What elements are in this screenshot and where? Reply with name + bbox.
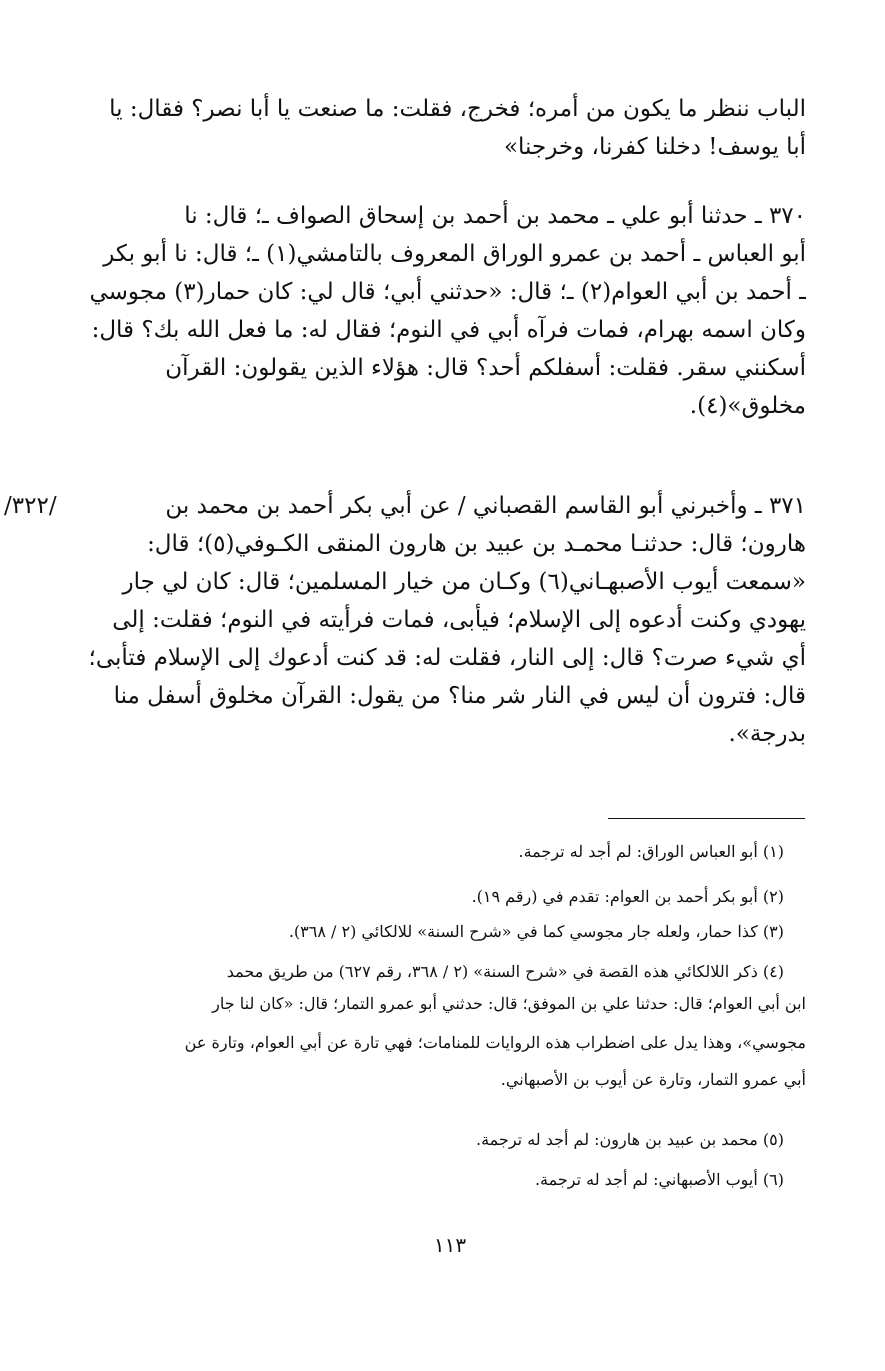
text-line: بدرجة». [728, 721, 806, 747]
footnote-separator [608, 818, 805, 819]
footnote-6 [74, 1167, 806, 1192]
text-line: ٣٧٠ ـ حدثنا أبو علي ـ محمد بن أحمد بن إسحاق الصواف ـ؛ قال: نا [184, 203, 806, 229]
text-line: وكان اسمه بهرام، فمات فرآه أبي في النوم؛ فقال له: ما فعل الله بك؟ قال: [91, 317, 806, 343]
footnote-4 [74, 959, 806, 1098]
text-line: ٣٧١ ـ وأخبرني أبو القاسم القصباني / عن أبي بكر أحمد بن محمد بن [165, 493, 806, 519]
footnote-1 [74, 839, 806, 864]
footnote-text: مجوسي»، وهذا يدل على اضطراب هذه الروايات للمنامات؛ فهي تارة عن أبي العوام، وتارة عن [184, 1033, 806, 1052]
margin-page-reference: /٣٢٢/ [4, 493, 57, 519]
footnote-text: (٤) ذكر اللالكائي هذه القصة في «شرح السنة» (٢ / ٣٦٨، رقم ٦٢٧) من طريق محمد [226, 962, 784, 981]
text-line: أبا يوسف! دخلنا كفرنا، وخرجنا» [503, 134, 806, 160]
footnote-text: (٦) أيوب الأصبهاني: لم أجد له ترجمة. [534, 1170, 784, 1189]
text-line: الباب ننظر ما يكون من أمره؛ فخرج، فقلت: ما صنعت يا أبا نصر؟ فقال: يا [109, 96, 806, 122]
paragraph-370 [74, 197, 806, 425]
footnote-5 [74, 1127, 806, 1152]
paragraph-continuation [74, 90, 806, 166]
text-line: أي شيء صرت؟ قال: إلى النار، فقلت له: قد كنت أدعوك إلى الإسلام فتأبى؛ [88, 645, 806, 671]
page-number: ١١٣ [433, 1233, 467, 1257]
text-line: هارون؛ قال: حدثنـا محمـد بن عبيد بن هارون المنقى الكـوفي(٥)؛ قال: [147, 531, 806, 557]
text-line: «سمعت أيوب الأصبهـاني(٦) وكـان من خيار المسلمين؛ قال: كان لي جار [122, 569, 806, 595]
footnote-text: (٣) كذا حمار، ولعله جار مجوسي كما في «شرح السنة» للالكائي (٢ / ٣٦٨). [288, 922, 784, 941]
text-line: ـ أحمد بن أبي العوام(٢) ـ؛ قال: «حدثني أبي؛ قال لي: كان حمار(٣) مجوسي [89, 279, 806, 305]
paragraph-371 [74, 487, 806, 753]
footnote-text: (٥) محمد بن عبيد بن هارون: لم أجد له ترجمة. [476, 1130, 784, 1149]
text-line: يهودي وكنت أدعوه إلى الإسلام؛ فيأبى، فمات فرأيته في النوم؛ فقلت: إلى [112, 607, 806, 633]
footnote-text: (٢) أبو بكر أحمد بن العوام: تقدم في (رقم ١٩). [471, 887, 784, 906]
footnote-3 [74, 919, 806, 944]
text-line: مخلوق»(٤). [689, 393, 806, 419]
footnote-text: ابن أبي العوام؛ قال: حدثنا علي بن الموفق؛ قال: حدثني أبو عمرو التمار؛ قال: «كان لنا جار [212, 994, 806, 1013]
footnote-text: (١) أبو العباس الوراق: لم أجد له ترجمة. [518, 842, 784, 861]
footnote-2 [74, 884, 806, 909]
footnote-text: أبي عمرو التمار، وتارة عن أيوب بن الأصبهاني. [500, 1070, 806, 1089]
text-line: أبو العباس ـ أحمد بن عمرو الوراق المعروف بالتامشي(١) ـ؛ قال: نا أبو بكر [103, 241, 806, 267]
text-line: قال: فترون أن ليس في النار شر منا؟ من يقول: القرآن مخلوق أسفل منا [113, 683, 806, 709]
text-line: أسكنني سقر. فقلت: أسفلكم أحد؟ قال: هؤلاء الذين يقولون: القرآن [165, 355, 806, 381]
